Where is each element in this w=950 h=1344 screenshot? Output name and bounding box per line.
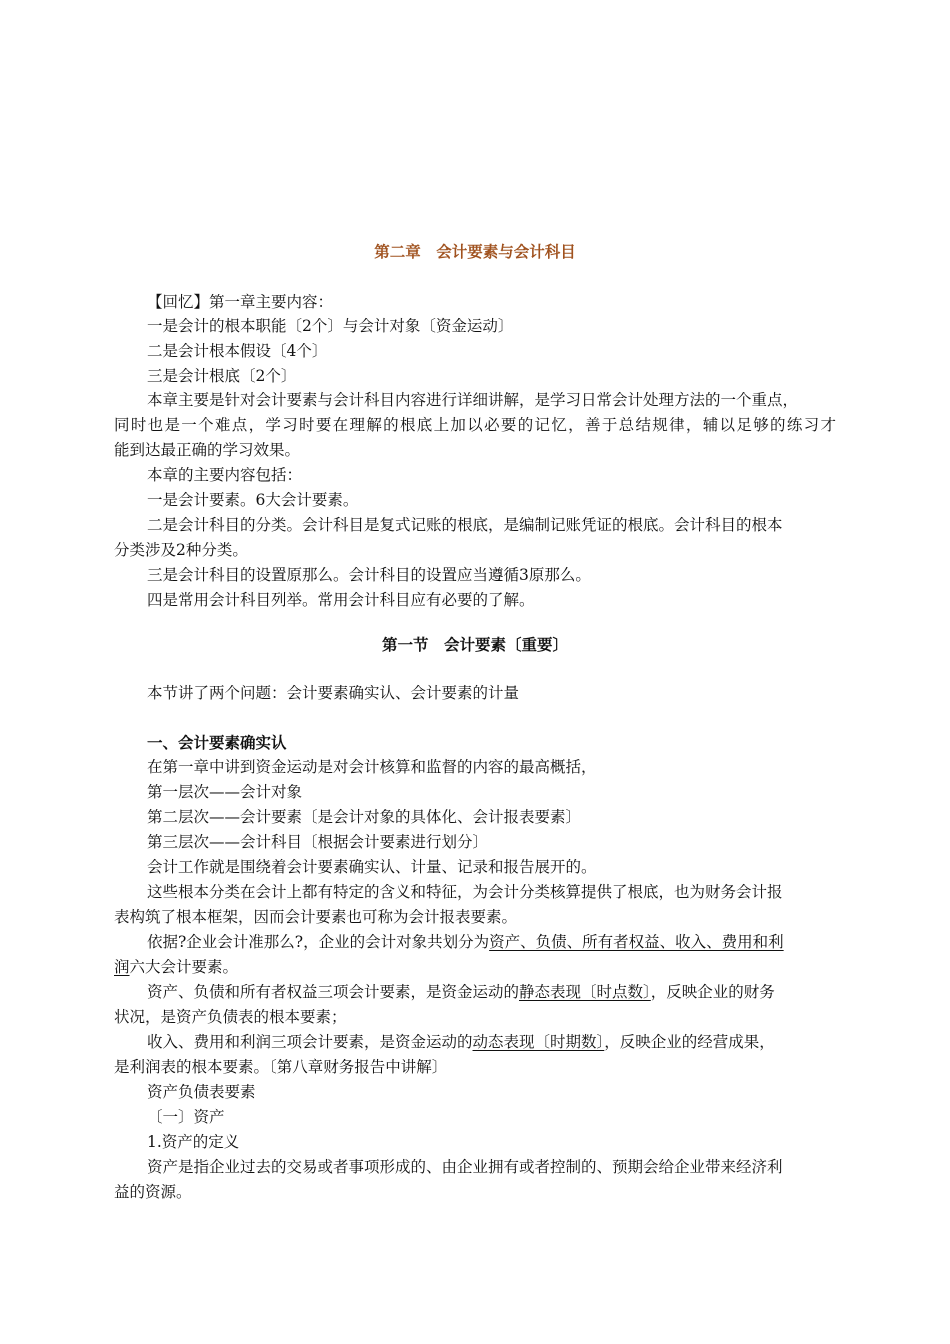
contents-heading: 本章的主要内容包括： [147,466,303,484]
body-line: 第三层次——会计科目〔根据会计要素进行划分〕 [147,833,489,851]
body-text: 依据?企业会计准那么?，企业的会计对象共划分为 [147,933,490,951]
underlined-text: 动态表现〔时期数〕 [472,1033,605,1051]
contents-item: 二是会计科目的分类。会计科目是复式记账的根底，是编制记账凭证的根底。会计科目的根本 [147,516,783,534]
body-text: ，反映企业的经营成果， [604,1033,775,1051]
body-text: ，反映企业的财务 [650,983,775,1001]
body-line: 会计工作就是围绕着会计要素确实认、计量、记录和报告展开的。 [147,858,597,876]
body-line: 表构筑了根本框架，因而会计要素也可称为会计报表要素。 [114,908,518,926]
contents-item: 分类涉及2种分类。 [114,541,248,559]
body-line: 资产是指企业过去的交易或者事项形成的、由企业拥有或者控制的、预期会给企业带来经济利 [147,1158,783,1176]
contents-item: 三是会计科目的设置原那么。会计科目的设置应当遵循3原那么。 [147,566,591,584]
body-line: 第二层次——会计要素〔是会计对象的具体化、会计报表要素〕 [147,808,582,826]
body-text: 六大会计要素。 [129,958,239,976]
body-text: 资产、负债和所有者权益三项会计要素，是资金运动的 [147,983,520,1001]
body-line: 〔一〕资产 [147,1108,225,1126]
subsection-title: 一、会计要素确实认 [147,734,287,752]
review-heading: 【回忆】第一章主要内容： [147,293,334,311]
body-line: 是利润表的根本要素。〔第八章财务报告中讲解〕 [114,1058,448,1076]
contents-item: 四是常用会计科目列举。常用会计科目应有必要的了解。 [147,591,535,609]
body-line: 这些根本分类在会计上都有特定的含义和特征，为会计分类核算提供了根底，也为财务会计报 [147,883,783,901]
body-line [147,932,784,952]
body-line: 状况，是资产负债表的根本要素； [114,1008,347,1026]
body-line: 第一层次——会计对象 [147,783,303,801]
review-item: 二是会计根本假设〔4个〕 [147,342,328,360]
body-line: 在第一章中讲到资金运动是对会计核算和监督的内容的最高概括， [147,758,597,776]
contents-item: 一是会计要素。6大会计要素。 [147,491,359,509]
review-item: 一是会计的根本职能〔2个〕与会计对象〔资金运动〕 [147,317,514,335]
underlined-text: 润 [114,958,130,976]
body-line [147,982,775,1002]
underlined-text: 资产、负债、所有者权益、收入、费用和利 [489,933,784,951]
body-text: 收入、费用和利润三项会计要素，是资金运动的 [147,1033,473,1051]
section-title: 第一节 会计要素〔重要〕 [381,636,568,654]
body-line [114,957,238,977]
intro-line: 同时也是一个难点，学习时要在理解的根底上加以必要的记忆，善于总结规律，辅以足够的练习才 [114,416,836,434]
intro-line: 本章主要是针对会计要素与会计科目内容进行详细讲解，是学习日常会计处理方法的一个重点， [147,391,799,409]
review-item: 三是会计根底〔2个〕 [147,367,297,385]
intro-line: 能到达最正确的学习效果。 [114,441,301,459]
section-intro: 本节讲了两个问题：会计要素确实认、会计要素的计量 [147,684,520,702]
body-line [147,1032,775,1052]
chapter-title: 第二章 会计要素与会计科目 [374,243,576,261]
body-line: 益的资源。 [114,1183,192,1201]
body-line: 1.资产的定义 [147,1133,240,1151]
underlined-text: 静态表现〔时点数〕 [519,983,651,1001]
body-line: 资产负债表要素 [147,1083,256,1101]
